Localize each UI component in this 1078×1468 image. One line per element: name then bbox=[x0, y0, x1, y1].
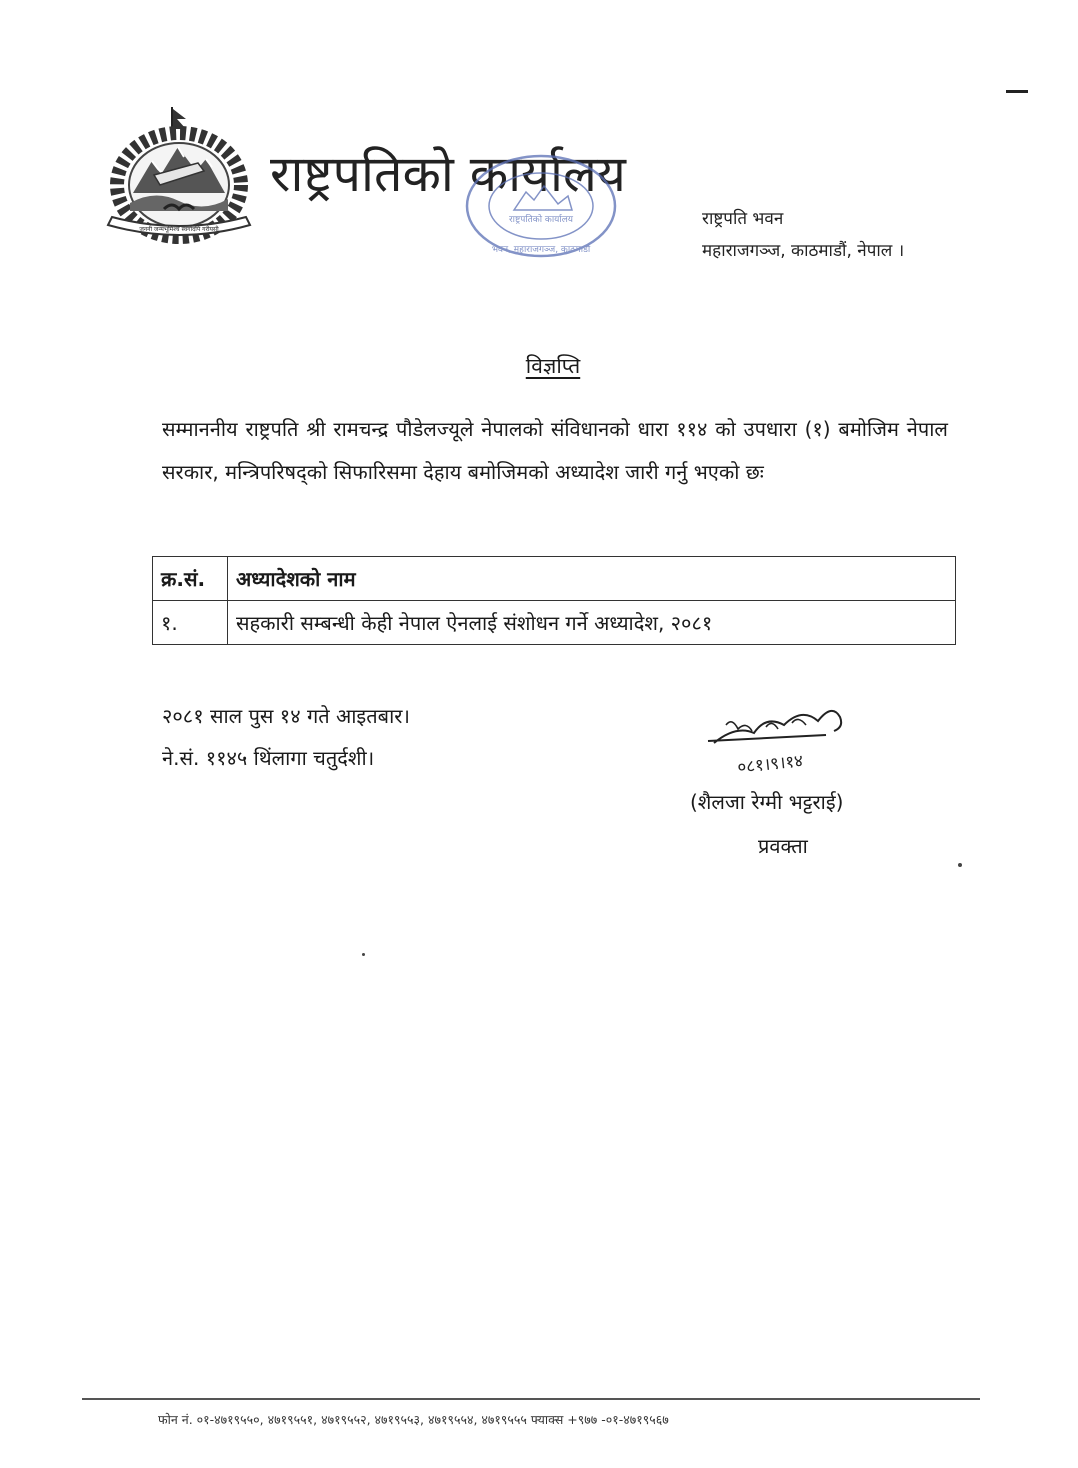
svg-text:जननी जन्मभूमिश्च स्वर्गादपि गर: जननी जन्मभूमिश्च स्वर्गादपि गरीयसी bbox=[139, 226, 219, 233]
address-line-2: महाराजगञ्ज, काठमाडौं, नेपाल । bbox=[702, 241, 905, 261]
date-bikram-sambat: २०८१ साल पुस १४ गते आइतबार। bbox=[162, 704, 411, 728]
svg-text:भवन, महाराजगञ्ज, काठमाडौं: भवन, महाराजगञ्ज, काठमाडौं bbox=[491, 245, 591, 255]
footer-divider bbox=[82, 1398, 980, 1400]
nepal-emblem bbox=[100, 105, 258, 245]
column-header-serial: क्र.सं. bbox=[153, 557, 228, 601]
date-nepal-sambat: ने.सं. ११४५ थिंलागा चतुर्दशी। bbox=[162, 746, 375, 770]
office-title: राष्ट्रपतिको कार्यालय bbox=[270, 145, 626, 203]
table-header-row bbox=[153, 557, 956, 601]
table-cell-ordinance-name: सहकारी सम्बन्धी केही नेपाल ऐनलाई संशोधन गर्ने अध्यादेश, २०८१ bbox=[228, 601, 956, 645]
table-row bbox=[153, 601, 956, 645]
page-edge-mark bbox=[1006, 90, 1028, 93]
table-cell-serial: १. bbox=[153, 601, 228, 645]
notice-heading: विज्ञप्ति bbox=[525, 354, 581, 378]
signer-name: (शैलजा रेग्मी भट्टराई) bbox=[690, 790, 844, 814]
footer-contact: फोन नं. ०१-४७१९५५०, ४७१९५५१, ४७१९५५२, ४७१९५५३, ४७१९५५४, ४७१९५५५ फ्याक्स +९७७ -०१-४७१९५६७ bbox=[158, 1412, 669, 1427]
signer-title: प्रवक्ता bbox=[758, 834, 808, 858]
address-line-1: राष्ट्रपति भवन bbox=[702, 209, 784, 229]
handwritten-signature bbox=[706, 695, 856, 780]
notice-body: सम्माननीय राष्ट्रपति श्री रामचन्द्र पौडेलज्यूले नेपालको संविधानको धारा ११४ को उपधारा (१) बमोजिम नेपाल सरकार, मन्त्रिपरिषद्को सिफारिसमा देहाय बमोजिमको अध्यादेश जारी गर्नु भएको छः bbox=[162, 417, 948, 484]
column-header-ordinance-name: अध्यादेशको नाम bbox=[228, 557, 956, 601]
svg-text:राष्ट्रपतिको कार्यालय: राष्ट्रपतिको कार्यालय bbox=[508, 215, 574, 225]
scan-speck bbox=[958, 863, 962, 867]
official-stamp bbox=[462, 152, 620, 272]
ordinance-table bbox=[152, 556, 956, 645]
scan-speck bbox=[362, 953, 365, 956]
svg-text:०८१।९।१४: ०८१।९।१४ bbox=[736, 751, 805, 778]
